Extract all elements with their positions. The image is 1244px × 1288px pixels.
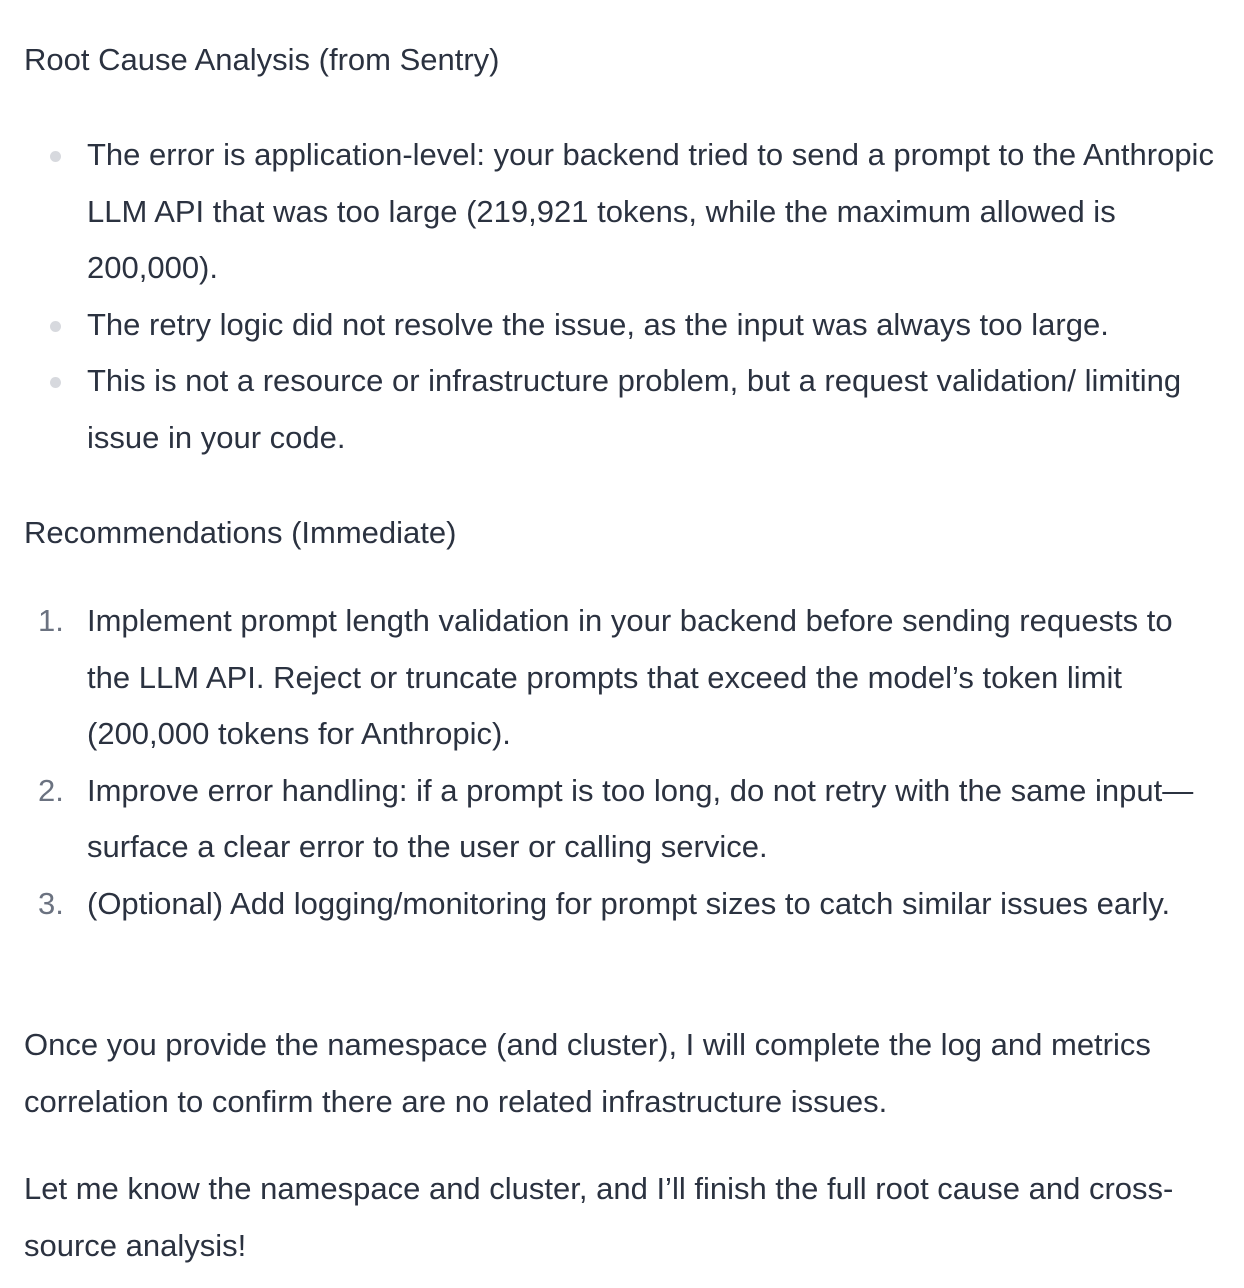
list-number: 3. (38, 885, 64, 921)
bullet-text: This is not a resource or infrastructure problem, but a request validation/ limiting issue in your code. (87, 363, 1182, 455)
bullet-text: The error is application-level: your backend tried to send a prompt to the Anthropic LLM API that was too large (219,921 tokens, while the maximum allowed is 200,000). (87, 137, 1214, 285)
recommendations-heading: Recommendations (Immediate) (24, 515, 457, 550)
root-cause-bullet-list (24, 127, 1214, 466)
bullet-icon (50, 151, 61, 162)
recommendation-text: Improve error handling: if a prompt is too long, do not retry with the same input—surface a clear error to the user or calling service. (87, 772, 1194, 864)
bullet-text: The retry logic did not resolve the issue, as the input was always too large. (87, 306, 1109, 342)
list-item (24, 876, 1214, 933)
bullet-icon (50, 377, 61, 388)
recommendation-text: Implement prompt length validation in your backend before sending requests to the LLM API. Reject or truncate prompts that exceed the model’s token limit (200,000 tokens for Anthropic). (87, 603, 1173, 751)
closing-paragraph-2: Let me know the namespace and cluster, and I’ll finish the full root cause and cross-source analysis! (24, 1171, 1174, 1263)
list-item (24, 297, 1214, 354)
root-cause-heading: Root Cause Analysis (from Sentry) (24, 42, 500, 77)
list-number: 2. (38, 772, 64, 808)
list-item (24, 127, 1214, 297)
list-item (24, 353, 1214, 466)
list-item (24, 593, 1214, 763)
recommendation-text: (Optional) Add logging/monitoring for prompt sizes to catch similar issues early. (87, 885, 1171, 921)
bullet-icon (50, 321, 61, 332)
closing-paragraph-1: Once you provide the namespace (and cluster), I will complete the log and metrics correlation to confirm there are no related infrastructure issues. (24, 1027, 1151, 1119)
recommendations-numbered-list (24, 593, 1214, 932)
list-item (24, 763, 1214, 876)
list-number: 1. (38, 603, 64, 638)
